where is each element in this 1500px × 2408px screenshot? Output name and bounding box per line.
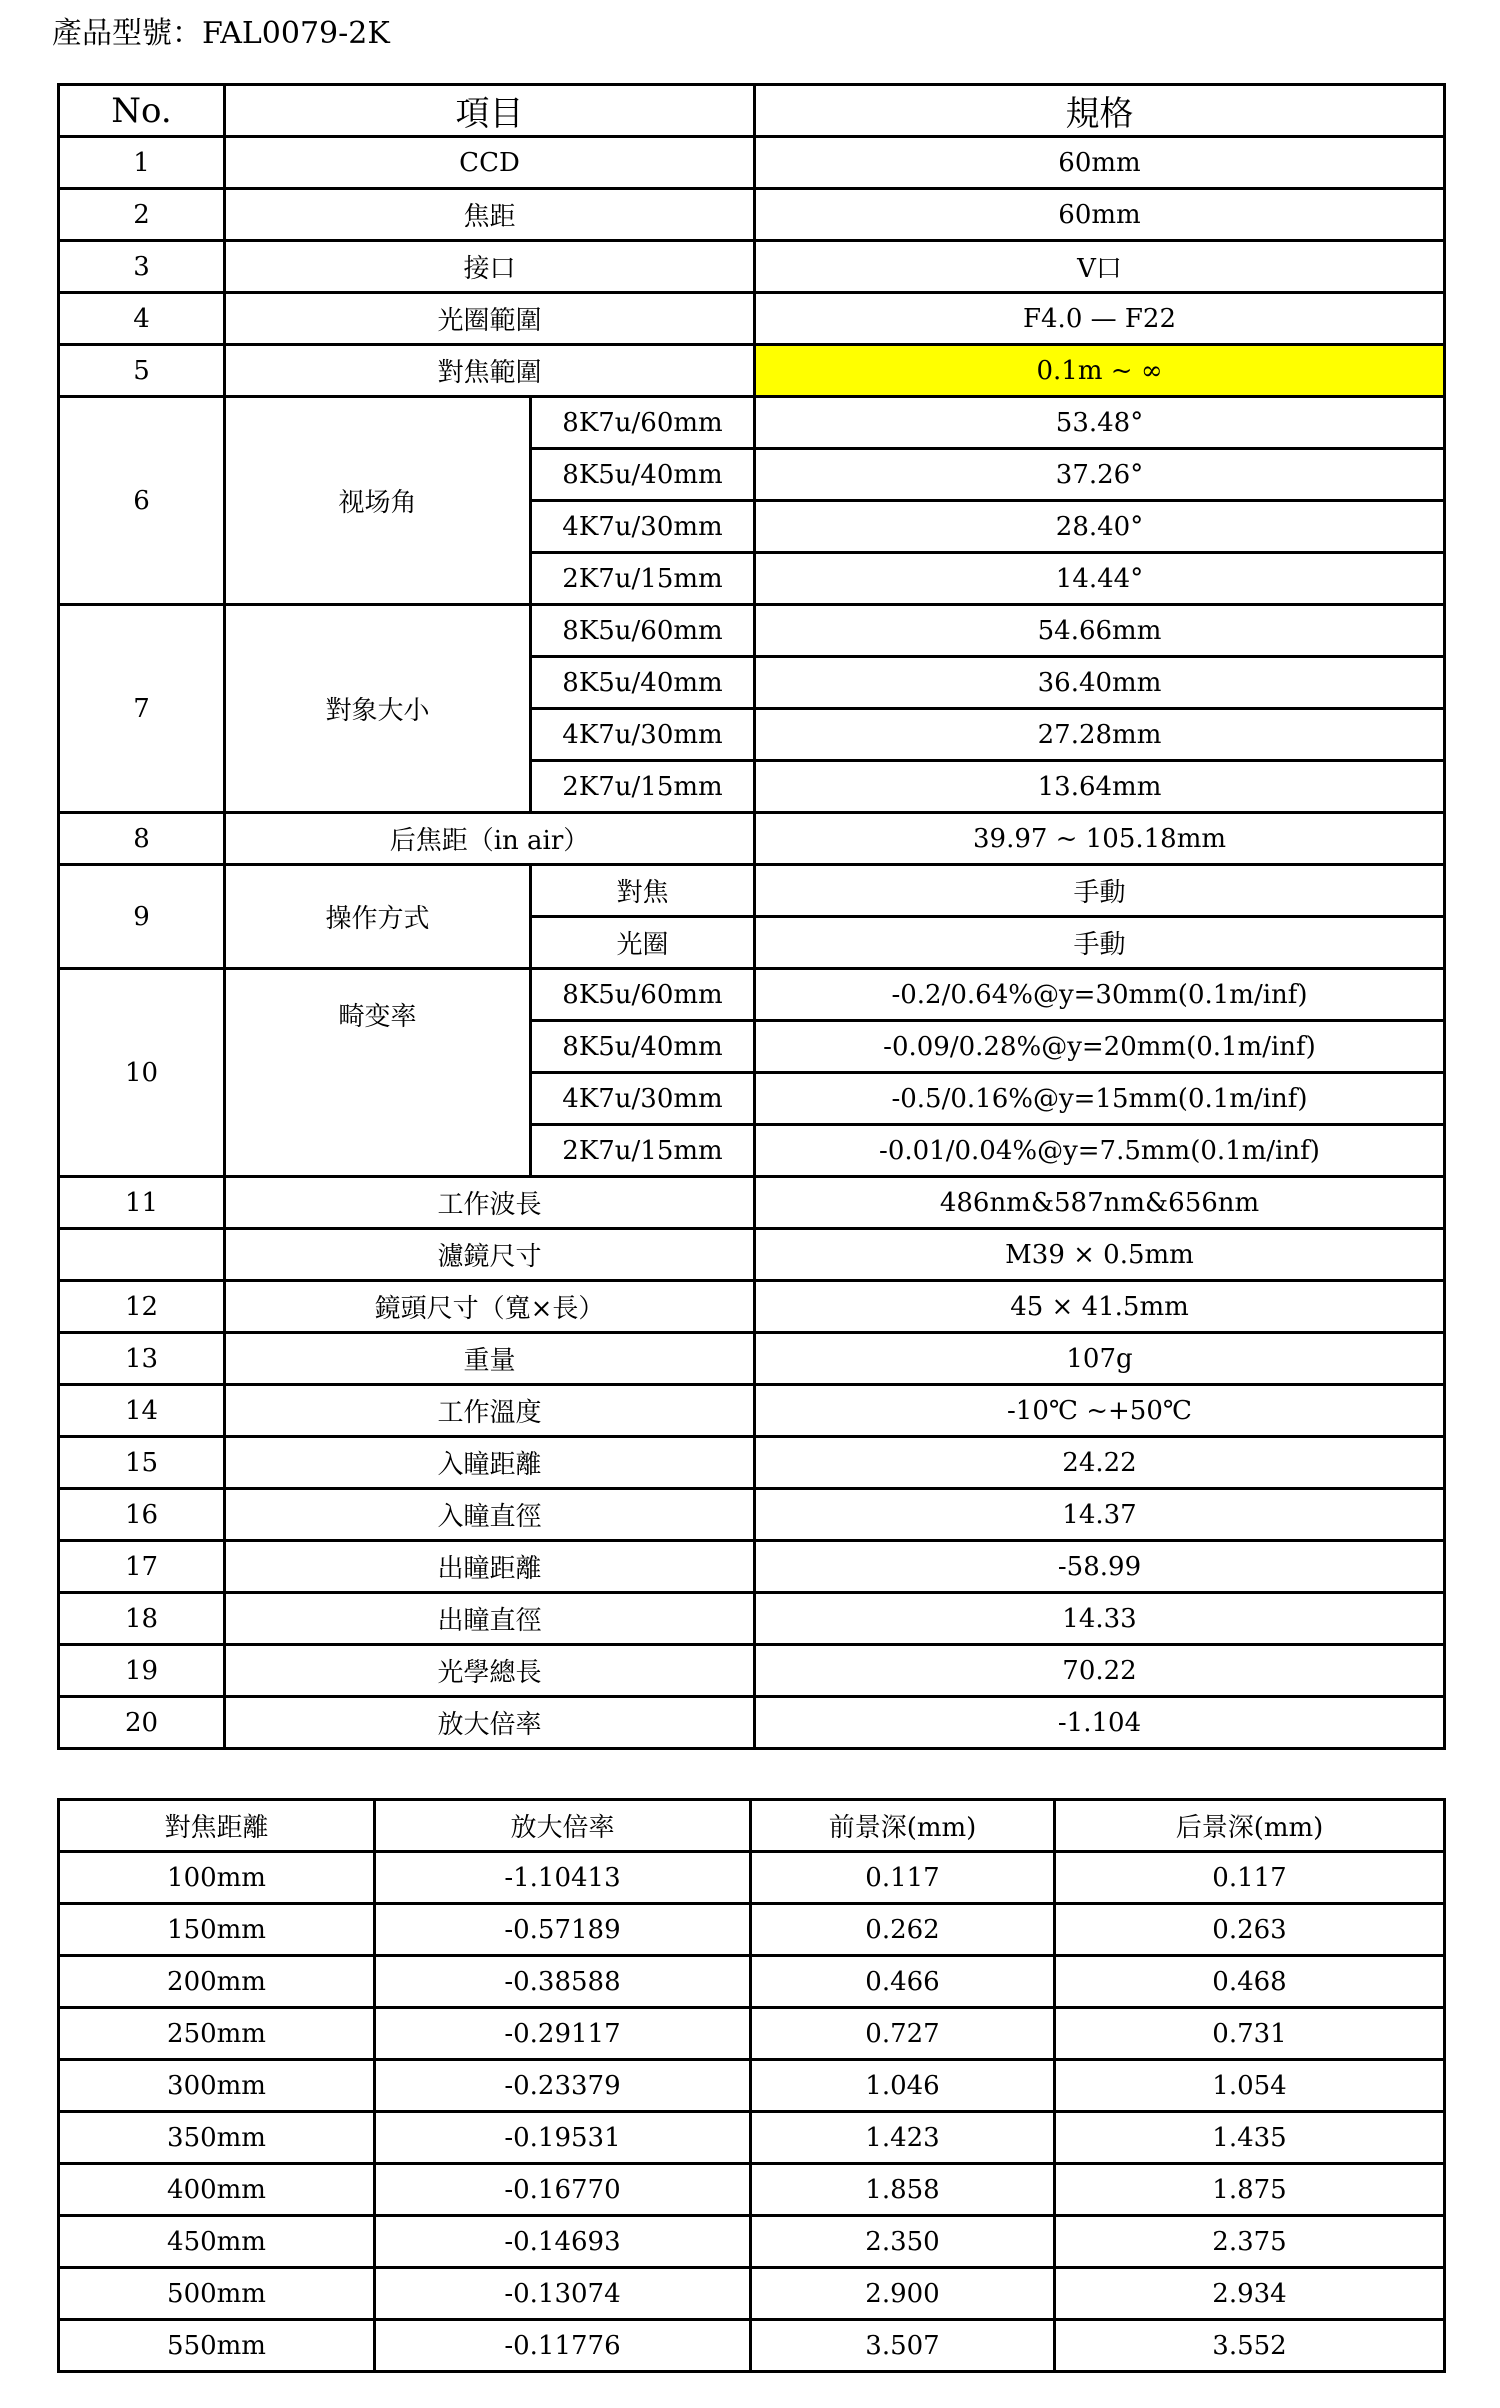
depth-focus-distance: 200mm [59, 1956, 375, 2008]
row-no: 2 [59, 189, 225, 241]
depth-table-row [59, 1904, 1445, 1956]
row-no: 4 [59, 293, 225, 345]
row-sub: 對焦 [531, 865, 755, 917]
table-row [59, 1281, 1445, 1333]
row-sub: 8K7u/60mm [531, 397, 755, 449]
depth-focus-distance: 150mm [59, 1904, 375, 1956]
header-spec: 規格 [755, 85, 1445, 137]
row-spec: 14.44° [755, 553, 1445, 605]
row-spec: 60mm [755, 137, 1445, 189]
row-no: 7 [59, 605, 225, 813]
product-title: 產品型號：FAL0079-2K [52, 16, 390, 51]
depth-front-dof: 0.262 [751, 1904, 1055, 1956]
row-spec: 53.48° [755, 397, 1445, 449]
row-no: 14 [59, 1385, 225, 1437]
row-sub: 2K7u/15mm [531, 1125, 755, 1177]
row-spec: M39 × 0.5mm [755, 1229, 1445, 1281]
table-row [59, 813, 1445, 865]
row-spec: V口 [755, 241, 1445, 293]
row-no: 20 [59, 1697, 225, 1749]
table-row [59, 1593, 1445, 1645]
table-row [59, 865, 1445, 917]
row-no: 5 [59, 345, 225, 397]
depth-front-dof: 1.423 [751, 2112, 1055, 2164]
row-sub: 8K5u/40mm [531, 449, 755, 501]
depth-header-focus-distance: 對焦距離 [59, 1800, 375, 1852]
table-row [59, 1541, 1445, 1593]
table-row [59, 137, 1445, 189]
table-row [59, 345, 1445, 397]
row-spec: -0.5/0.16%@y=15mm(0.1m/inf) [755, 1073, 1445, 1125]
row-spec: -10℃ ~+50℃ [755, 1385, 1445, 1437]
depth-table-row [59, 2164, 1445, 2216]
spec-table [57, 83, 1446, 1750]
row-no: 1 [59, 137, 225, 189]
row-no [59, 1229, 225, 1281]
row-no: 12 [59, 1281, 225, 1333]
row-spec: 13.64mm [755, 761, 1445, 813]
row-item: 焦距 [225, 189, 755, 241]
row-sub: 光圈 [531, 917, 755, 969]
row-item: 光學總長 [225, 1645, 755, 1697]
depth-front-dof: 3.507 [751, 2320, 1055, 2372]
depth-focus-distance: 350mm [59, 2112, 375, 2164]
depth-focus-distance: 500mm [59, 2268, 375, 2320]
row-sub: 4K7u/30mm [531, 1073, 755, 1125]
depth-magnification: -0.38588 [375, 1956, 751, 2008]
table-row [59, 1437, 1445, 1489]
row-spec: 45 × 41.5mm [755, 1281, 1445, 1333]
row-spec: 36.40mm [755, 657, 1445, 709]
table-row [59, 1645, 1445, 1697]
row-item: 入瞳直徑 [225, 1489, 755, 1541]
depth-table-row [59, 2320, 1445, 2372]
row-item: CCD [225, 137, 755, 189]
row-spec: -0.01/0.04%@y=7.5mm(0.1m/inf) [755, 1125, 1445, 1177]
table-row [59, 1333, 1445, 1385]
depth-magnification: -0.14693 [375, 2216, 751, 2268]
depth-front-dof: 1.858 [751, 2164, 1055, 2216]
row-no: 17 [59, 1541, 225, 1593]
depth-magnification: -0.13074 [375, 2268, 751, 2320]
row-spec: 28.40° [755, 501, 1445, 553]
row-item: 鏡頭尺寸（寬×長） [225, 1281, 755, 1333]
depth-front-dof: 0.117 [751, 1852, 1055, 1904]
row-item: 工作溫度 [225, 1385, 755, 1437]
depth-header-front-dof: 前景深(mm) [751, 1800, 1055, 1852]
row-spec: -58.99 [755, 1541, 1445, 1593]
row-item: 濾鏡尺寸 [225, 1229, 755, 1281]
row-sub: 2K7u/15mm [531, 553, 755, 605]
row-item: 光圈範圍 [225, 293, 755, 345]
depth-magnification: -0.23379 [375, 2060, 751, 2112]
row-spec: 486nm&587nm&656nm [755, 1177, 1445, 1229]
depth-rear-dof: 1.435 [1055, 2112, 1445, 2164]
depth-focus-distance: 400mm [59, 2164, 375, 2216]
row-no: 3 [59, 241, 225, 293]
row-spec: 107g [755, 1333, 1445, 1385]
row-item: 對焦範圍 [225, 345, 755, 397]
row-item: 工作波長 [225, 1177, 755, 1229]
depth-rear-dof: 0.263 [1055, 1904, 1445, 1956]
depth-front-dof: 0.466 [751, 1956, 1055, 2008]
row-item: 出瞳距離 [225, 1541, 755, 1593]
row-spec: 27.28mm [755, 709, 1445, 761]
depth-magnification: -0.16770 [375, 2164, 751, 2216]
row-no: 15 [59, 1437, 225, 1489]
table-row [59, 241, 1445, 293]
row-item: 后焦距（in air） [225, 813, 755, 865]
depth-magnification: -0.19531 [375, 2112, 751, 2164]
depth-focus-distance: 250mm [59, 2008, 375, 2060]
row-sub: 8K5u/60mm [531, 605, 755, 657]
depth-header-row [59, 1800, 1445, 1852]
row-spec: 54.66mm [755, 605, 1445, 657]
depth-rear-dof: 1.054 [1055, 2060, 1445, 2112]
row-sub: 2K7u/15mm [531, 761, 755, 813]
table-row [59, 293, 1445, 345]
depth-table-row [59, 2112, 1445, 2164]
row-no: 18 [59, 1593, 225, 1645]
depth-rear-dof: 1.875 [1055, 2164, 1445, 2216]
row-item: 操作方式 [225, 865, 531, 969]
row-spec: 手動 [755, 865, 1445, 917]
row-no: 6 [59, 397, 225, 605]
row-sub: 8K5u/60mm [531, 969, 755, 1021]
depth-front-dof: 2.350 [751, 2216, 1055, 2268]
depth-table-row [59, 2060, 1445, 2112]
row-spec: 39.97 ~ 105.18mm [755, 813, 1445, 865]
row-item: 接口 [225, 241, 755, 293]
table-row [59, 397, 1445, 449]
depth-front-dof: 1.046 [751, 2060, 1055, 2112]
depth-magnification: -0.57189 [375, 1904, 751, 1956]
row-spec: 14.37 [755, 1489, 1445, 1541]
depth-of-field-table [57, 1798, 1446, 2373]
header-no: No. [59, 85, 225, 137]
row-sub: 4K7u/30mm [531, 709, 755, 761]
depth-magnification: -0.29117 [375, 2008, 751, 2060]
row-spec: -0.2/0.64%@y=30mm(0.1m/inf) [755, 969, 1445, 1021]
row-item: 出瞳直徑 [225, 1593, 755, 1645]
row-spec: F4.0 — F22 [755, 293, 1445, 345]
row-no: 9 [59, 865, 225, 969]
table-row [59, 189, 1445, 241]
depth-table-row [59, 1852, 1445, 1904]
depth-rear-dof: 2.934 [1055, 2268, 1445, 2320]
depth-header-rear-dof: 后景深(mm) [1055, 1800, 1445, 1852]
table-row [59, 1229, 1445, 1281]
row-sub: 8K5u/40mm [531, 1021, 755, 1073]
row-sub: 8K5u/40mm [531, 657, 755, 709]
depth-rear-dof: 0.117 [1055, 1852, 1445, 1904]
row-spec: 14.33 [755, 1593, 1445, 1645]
row-spec: 37.26° [755, 449, 1445, 501]
depth-header-magnification: 放大倍率 [375, 1800, 751, 1852]
depth-table-row [59, 1956, 1445, 2008]
depth-rear-dof: 0.468 [1055, 1956, 1445, 2008]
depth-magnification: -1.10413 [375, 1852, 751, 1904]
depth-magnification: -0.11776 [375, 2320, 751, 2372]
table-row [59, 1489, 1445, 1541]
row-no: 16 [59, 1489, 225, 1541]
header-row [59, 85, 1445, 137]
depth-front-dof: 0.727 [751, 2008, 1055, 2060]
row-sub: 4K7u/30mm [531, 501, 755, 553]
depth-table-row [59, 2216, 1445, 2268]
row-no: 11 [59, 1177, 225, 1229]
depth-focus-distance: 450mm [59, 2216, 375, 2268]
row-no: 13 [59, 1333, 225, 1385]
table-row [59, 1385, 1445, 1437]
depth-rear-dof: 2.375 [1055, 2216, 1445, 2268]
depth-rear-dof: 3.552 [1055, 2320, 1445, 2372]
depth-focus-distance: 550mm [59, 2320, 375, 2372]
depth-focus-distance: 300mm [59, 2060, 375, 2112]
table-row [59, 1697, 1445, 1749]
row-spec: -1.104 [755, 1697, 1445, 1749]
row-spec: 24.22 [755, 1437, 1445, 1489]
row-item: 视场角 [225, 397, 531, 605]
depth-table-row [59, 2008, 1445, 2060]
row-no: 8 [59, 813, 225, 865]
row-item: 入瞳距離 [225, 1437, 755, 1489]
depth-rear-dof: 0.731 [1055, 2008, 1445, 2060]
header-item: 項目 [225, 85, 755, 137]
row-no: 10 [59, 969, 225, 1177]
row-spec: 手動 [755, 917, 1445, 969]
focus-range-highlight-cell: 0.1m ~ ∞ [755, 345, 1445, 397]
table-row [59, 1177, 1445, 1229]
row-spec: -0.09/0.28%@y=20mm(0.1m/inf) [755, 1021, 1445, 1073]
table-row [59, 969, 1445, 1021]
depth-table-row [59, 2268, 1445, 2320]
row-spec: 60mm [755, 189, 1445, 241]
table-row [59, 605, 1445, 657]
row-spec: 70.22 [755, 1645, 1445, 1697]
depth-focus-distance: 100mm [59, 1852, 375, 1904]
row-item: 重量 [225, 1333, 755, 1385]
row-item: 放大倍率 [225, 1697, 755, 1749]
row-item: 畸变率 [225, 969, 531, 1177]
depth-front-dof: 2.900 [751, 2268, 1055, 2320]
row-no: 19 [59, 1645, 225, 1697]
row-item: 對象大小 [225, 605, 531, 813]
